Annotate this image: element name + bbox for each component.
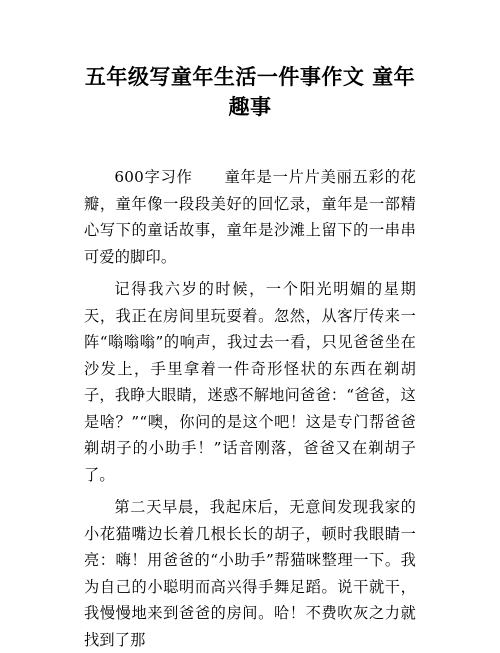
paragraph: 第二天早晨，我起床后，无意间发现我家的小花猫嘴边长着几根长长的胡子，顿时我眼睛一亮：嗨！用爸爸的“小助手”帮猫咪整理一下。我为自己的小聪明而高兴得手舞足蹈。说干就干，我慢慢地来到爸爸的房间。哈！不费吹灰之力就找到了那 <box>84 498 416 649</box>
paragraph: 记得我六岁的时候，一个阳光明媚的星期天，我正在房间里玩耍着。忽然，从客厅传来一阵“嗡嗡嗡”的响声，我过去一看，只见爸爸坐在沙发上，手里拿着一件奇形怪状的东西在剃胡子，我睁大眼睛，迷惑不解地问爸爸：“爸爸，这是啥？”“噢，你问的是这个吧！这是专门帮爸爸剃胡子的小助手！”话音刚落，爸爸又在剃胡子了。 <box>84 280 416 484</box>
paragraph: 600字习作 童年是一片片美丽五彩的花瓣，童年像一段段美好的回忆录，童年是一部精心写下的童话故事，童年是沙滩上留下的一串串可爱的脚印。 <box>84 168 416 266</box>
document-title: 五年级写童年生活一件事作文 童年趣事 <box>84 65 416 119</box>
document-body <box>84 164 416 653</box>
